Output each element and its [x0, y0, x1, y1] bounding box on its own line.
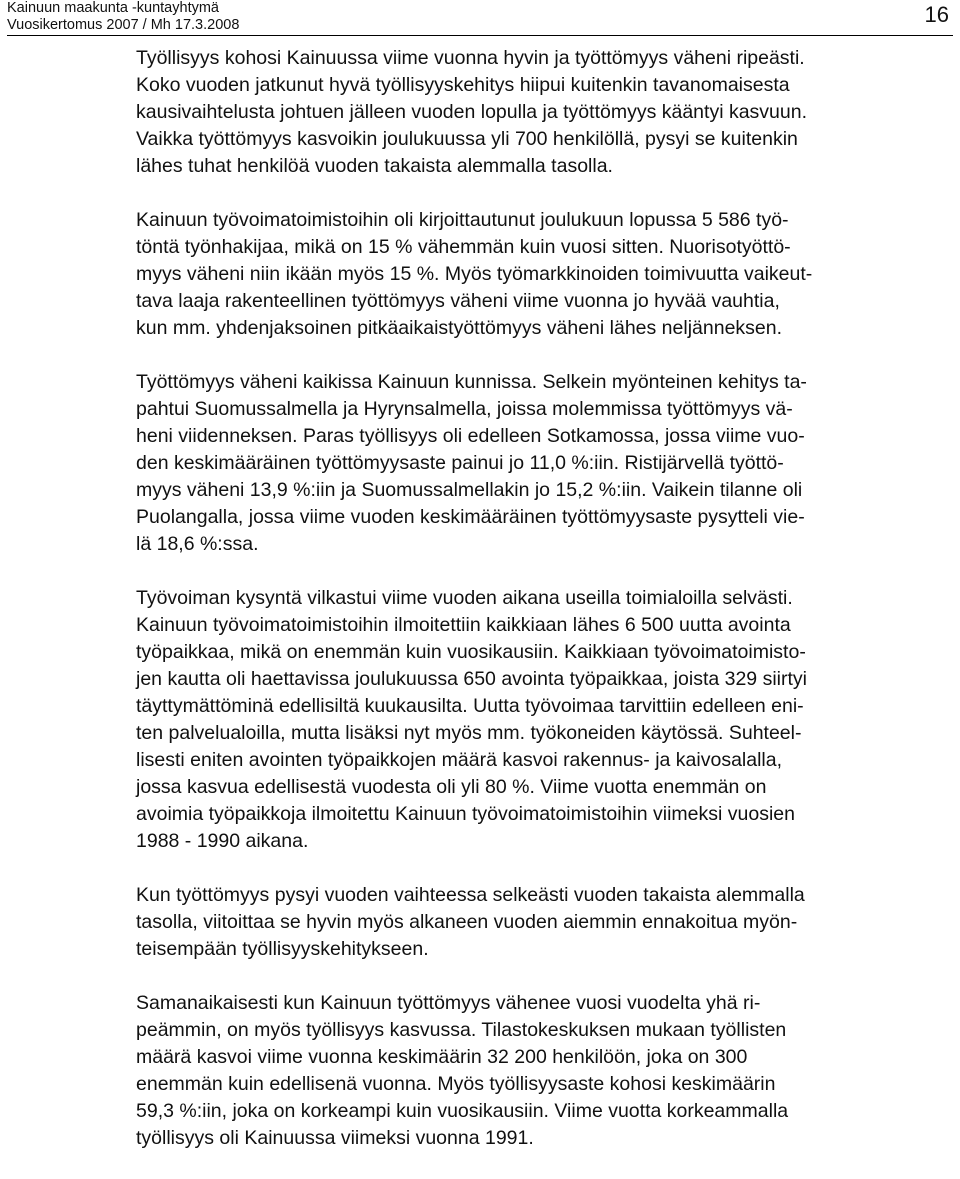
paragraph	[136, 45, 936, 180]
paragraph-line: teisempään työllisyyskehitykseen.	[136, 938, 429, 960]
paragraph-line: Samanaikaisesti kun Kainuun työttömyys vähenee vuosi vuodelta yhä ri-	[136, 992, 761, 1014]
paragraph-line: pahtui Suomussalmella ja Hyrynsalmella, joissa molemmissa työttömyys vä-	[136, 398, 793, 420]
paragraph	[136, 990, 936, 1152]
header-organization: Kainuun maakunta -kuntayhtymä	[7, 0, 219, 16]
paragraph	[136, 882, 936, 963]
paragraph-line: ten palvelualoilla, mutta lisäksi nyt myös mm. työkoneiden käytössä. Suhteel-	[136, 722, 802, 744]
paragraph-line: Työllisyys kohosi Kainuussa viime vuonna hyvin ja työttömyys väheni ripeästi.	[136, 47, 805, 69]
paragraph-line: Työvoiman kysyntä vilkastui viime vuoden aikana useilla toimialoilla selvästi.	[136, 587, 793, 609]
paragraph-line: lähes tuhat henkilöä vuoden takaista alemmalla tasolla.	[136, 155, 613, 177]
paragraph-line: Koko vuoden jatkunut hyvä työllisyyskehitys hiipui kuitenkin tavanomaisesta	[136, 74, 790, 96]
document-body	[136, 45, 936, 1179]
header-report-title: Vuosikertomus 2007 / Mh 17.3.2008	[7, 17, 240, 33]
header-divider	[7, 35, 953, 36]
paragraph-line: Kainuun työvoimatoimistoihin oli kirjoittautunut joulukuun lopussa 5 586 työ-	[136, 209, 789, 231]
paragraph	[136, 369, 936, 558]
paragraph-line: Puolangalla, jossa viime vuoden keskimääräinen työttömyysaste pysytteli vie-	[136, 506, 805, 528]
paragraph-line: 59,3 %:iin, joka on korkeampi kuin vuosikausiin. Viime vuotta korkeammalla	[136, 1100, 789, 1122]
paragraph-line: Työttömyys väheni kaikissa Kainuun kunnissa. Selkein myönteinen kehitys ta-	[136, 371, 807, 393]
paragraph	[136, 207, 936, 342]
page-number: 16	[924, 2, 949, 27]
paragraph-line: tasolla, viitoittaa se hyvin myös alkaneen vuoden aiemmin ennakoitua myön-	[136, 911, 798, 933]
paragraph-line: jen kautta oli haettavissa joulukuussa 650 avointa työpaikkaa, joista 329 siirtyi	[136, 668, 807, 690]
paragraph-line: peämmin, on myös työllisyys kasvussa. Tilastokeskuksen mukaan työllisten	[136, 1019, 787, 1041]
paragraph-line: enemmän kuin edellisenä vuonna. Myös työllisyysaste kohosi keskimäärin	[136, 1073, 776, 1095]
paragraph-line: täyttymättöminä edellisiltä kuukausilta. Uutta työvoimaa tarvittiin edelleen eni-	[136, 695, 804, 717]
paragraph-line: 1988 - 1990 aikana.	[136, 830, 309, 852]
paragraph-line: työpaikkaa, mikä on enemmän kuin vuosikausiin. Kaikkiaan työvoimatoimisto-	[136, 641, 806, 663]
paragraph-line: määrä kasvoi viime vuonna keskimäärin 32 200 henkilöön, joka on 300	[136, 1046, 748, 1068]
paragraph-line: työllisyys oli Kainuussa viimeksi vuonna 1991.	[136, 1127, 534, 1149]
paragraph-line: Vaikka työttömyys kasvoikin joulukuussa yli 700 henkilöllä, pysyi se kuitenkin	[136, 128, 798, 150]
paragraph-line: töntä työnhakijaa, mikä on 15 % vähemmän kuin vuosi sitten. Nuorisotyöttö-	[136, 236, 791, 258]
paragraph	[136, 585, 936, 855]
paragraph-line: den keskimääräinen työttömyysaste painui jo 11,0 %:iin. Ristijärvellä työttö-	[136, 452, 784, 474]
paragraph-line: kun mm. yhdenjaksoinen pitkäaikaistyöttömyys väheni lähes neljänneksen.	[136, 317, 783, 339]
paragraph-line: kausivaihtelusta johtuen jälleen vuoden lopulla ja työttömyys kääntyi kasvuun.	[136, 101, 807, 123]
paragraph-line: jossa kasvua edellisestä vuodesta oli yli 80 %. Viime vuotta enemmän on	[136, 776, 767, 798]
paragraph-line: myys väheni 13,9 %:iin ja Suomussalmellakin jo 15,2 %:iin. Vaikein tilanne oli	[136, 479, 803, 501]
paragraph-line: lä 18,6 %:ssa.	[136, 533, 259, 555]
paragraph-line: lisesti eniten avointen työpaikkojen määrä kasvoi rakennus- ja kaivosalalla,	[136, 749, 783, 771]
paragraph-line: heni viidenneksen. Paras työllisyys oli edelleen Sotkamossa, jossa viime vuo-	[136, 425, 805, 447]
paragraph-line: myys väheni niin ikään myös 15 %. Myös työmarkkinoiden toimivuutta vaikeut-	[136, 263, 813, 285]
paragraph-line: Kun työttömyys pysyi vuoden vaihteessa selkeästi vuoden takaista alemmalla	[136, 884, 805, 906]
page-header	[7, 0, 953, 36]
paragraph-line: avoimia työpaikkoja ilmoitettu Kainuun työvoimatoimistoihin viimeksi vuosien	[136, 803, 795, 825]
paragraph-line: Kainuun työvoimatoimistoihin ilmoitettiin kaikkiaan lähes 6 500 uutta avointa	[136, 614, 791, 636]
paragraph-line: tava laaja rakenteellinen työttömyys väheni viime vuonna jo hyvää vauhtia,	[136, 290, 780, 312]
